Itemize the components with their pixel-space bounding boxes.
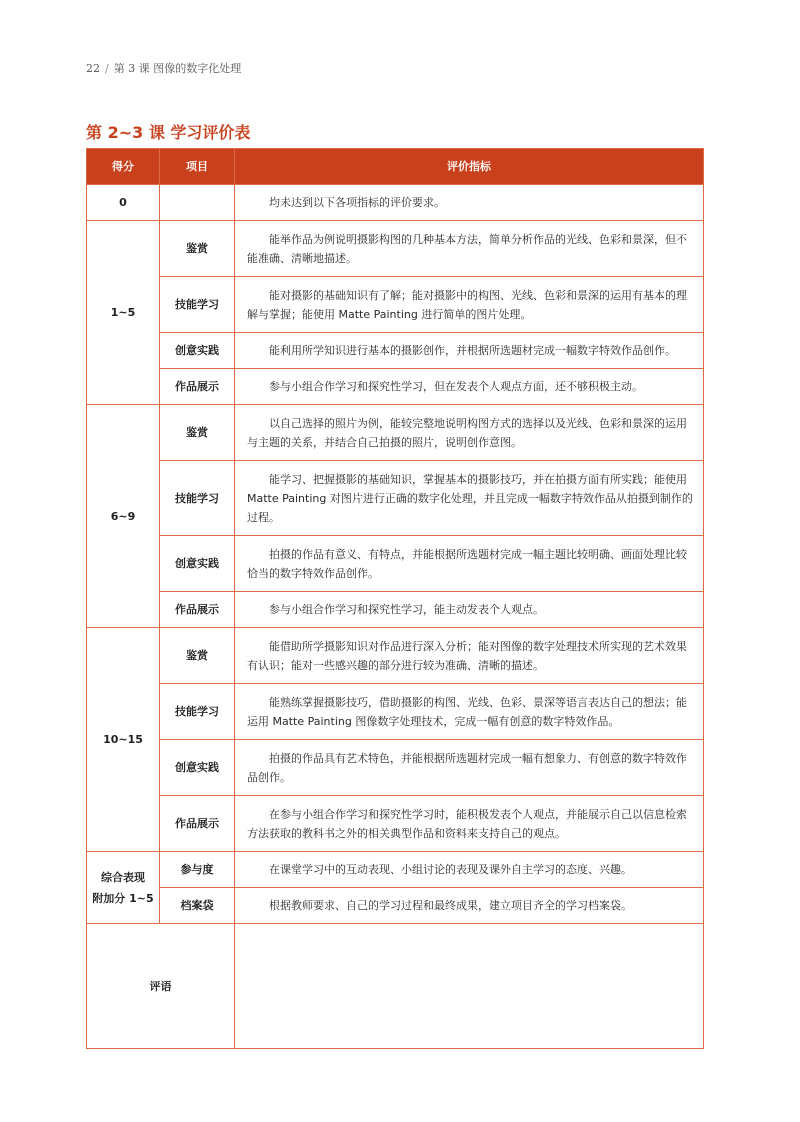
table-row: [87, 796, 704, 852]
criterion-cell: 根据教师要求、自己的学习过程和最终成果，建立项目齐全的学习档案袋。: [235, 888, 704, 924]
remark-row: [87, 924, 704, 1049]
table-row: [87, 221, 704, 277]
criterion-cell: 拍摄的作品具有艺术特色，并能根据所选题材完成一幅有想象力、有创意的数字特效作品创作。: [235, 740, 704, 796]
column-header-item: 项目: [160, 149, 235, 185]
item-cell: 创意实践: [160, 536, 235, 592]
table-row: [87, 185, 704, 221]
evaluation-table-wrapper: [86, 148, 703, 1049]
page-number: 22: [86, 62, 100, 75]
criterion-cell: 能对摄影的基础知识有了解；能对摄影中的构图、光线、色彩和景深的运用有基本的理解与掌握；能使用 Matte Painting 进行简单的图片处理。: [235, 277, 704, 333]
table-row: [87, 684, 704, 740]
score-cell: 1~5: [87, 221, 160, 405]
item-cell: 参与度: [160, 852, 235, 888]
table-row: [87, 461, 704, 536]
score-cell: 10~15: [87, 628, 160, 852]
criterion-cell: 能利用所学知识进行基本的摄影创作，并根据所选题材完成一幅数字特效作品创作。: [235, 333, 704, 369]
table-row: [87, 852, 704, 888]
item-cell: 鉴赏: [160, 405, 235, 461]
item-cell: 技能学习: [160, 461, 235, 536]
criterion-cell: 参与小组合作学习和探究性学习，能主动发表个人观点。: [235, 592, 704, 628]
table-row: [87, 405, 704, 461]
criterion-cell: 能学习、把握摄影的基础知识，掌握基本的摄影技巧，并在拍摄方面有所实践；能使用 Matte Painting 对图片进行正确的数字化处理，并且完成一幅数字特效作品从拍摄到制作的过程。: [235, 461, 704, 536]
score-cell: 6~9: [87, 405, 160, 628]
criterion-cell: 能借助所学摄影知识对作品进行深入分析；能对图像的数字处理技术所实现的艺术效果有认识；能对一些感兴趣的部分进行较为准确、清晰的描述。: [235, 628, 704, 684]
table-row: [87, 740, 704, 796]
header-divider: /: [105, 62, 109, 75]
score-cell: 0: [87, 185, 160, 221]
criterion-cell: 能熟练掌握摄影技巧，借助摄影的构图、光线、色彩、景深等语言表达自己的想法；能运用 Matte Painting 图像数字处理技术，完成一幅有创意的数字特效作品。: [235, 684, 704, 740]
table-row: [87, 277, 704, 333]
table-row: [87, 536, 704, 592]
page-header: [86, 60, 241, 76]
criterion-cell: 均未达到以下各项指标的评价要求。: [235, 185, 704, 221]
criterion-cell: 能举作品为例说明摄影构图的几种基本方法，简单分析作品的光线、色彩和景深，但不能准确、清晰地描述。: [235, 221, 704, 277]
criterion-cell: 拍摄的作品有意义、有特点，并能根据所选题材完成一幅主题比较明确、画面处理比较恰当的数字特效作品创作。: [235, 536, 704, 592]
table-row: [87, 369, 704, 405]
item-cell: 创意实践: [160, 740, 235, 796]
table-header-row: [87, 149, 704, 185]
item-cell: 创意实践: [160, 333, 235, 369]
column-header-criteria: 评价指标: [235, 149, 704, 185]
remark-label: 评语: [87, 924, 235, 1049]
item-cell: 鉴赏: [160, 221, 235, 277]
table-row: [87, 333, 704, 369]
table-row: [87, 592, 704, 628]
item-cell: 作品展示: [160, 369, 235, 405]
lesson-reference: 第 3 课 图像的数字化处理: [113, 62, 242, 75]
section-title: 第 2~3 课 学习评价表: [86, 123, 251, 142]
item-cell: 技能学习: [160, 277, 235, 333]
criterion-cell: 在参与小组合作学习和探究性学习时，能积极发表个人观点，并能展示自己以信息检索方法获取的教科书之外的相关典型作品和资料来支持自己的观点。: [235, 796, 704, 852]
remark-field[interactable]: [235, 924, 704, 1049]
table-row: [87, 888, 704, 924]
criterion-cell: 以自己选择的照片为例，能较完整地说明构图方式的选择以及光线、色彩和景深的运用与主题的关系，并结合自己拍摄的照片，说明创作意图。: [235, 405, 704, 461]
item-cell: 档案袋: [160, 888, 235, 924]
criterion-cell: 参与小组合作学习和探究性学习，但在发表个人观点方面，还不够积极主动。: [235, 369, 704, 405]
criterion-cell: 在课堂学习中的互动表现、小组讨论的表现及课外自主学习的态度、兴趣。: [235, 852, 704, 888]
bonus-score-line2: 附加分 1~5: [92, 891, 154, 905]
item-cell: 作品展示: [160, 592, 235, 628]
item-cell: 鉴赏: [160, 628, 235, 684]
bonus-score-line1: 综合表现: [101, 870, 145, 884]
score-cell: [87, 852, 160, 924]
item-cell: 作品展示: [160, 796, 235, 852]
item-cell: [160, 185, 235, 221]
item-cell: 技能学习: [160, 684, 235, 740]
evaluation-table: [86, 148, 704, 1049]
table-row: [87, 628, 704, 684]
column-header-score: 得分: [87, 149, 160, 185]
